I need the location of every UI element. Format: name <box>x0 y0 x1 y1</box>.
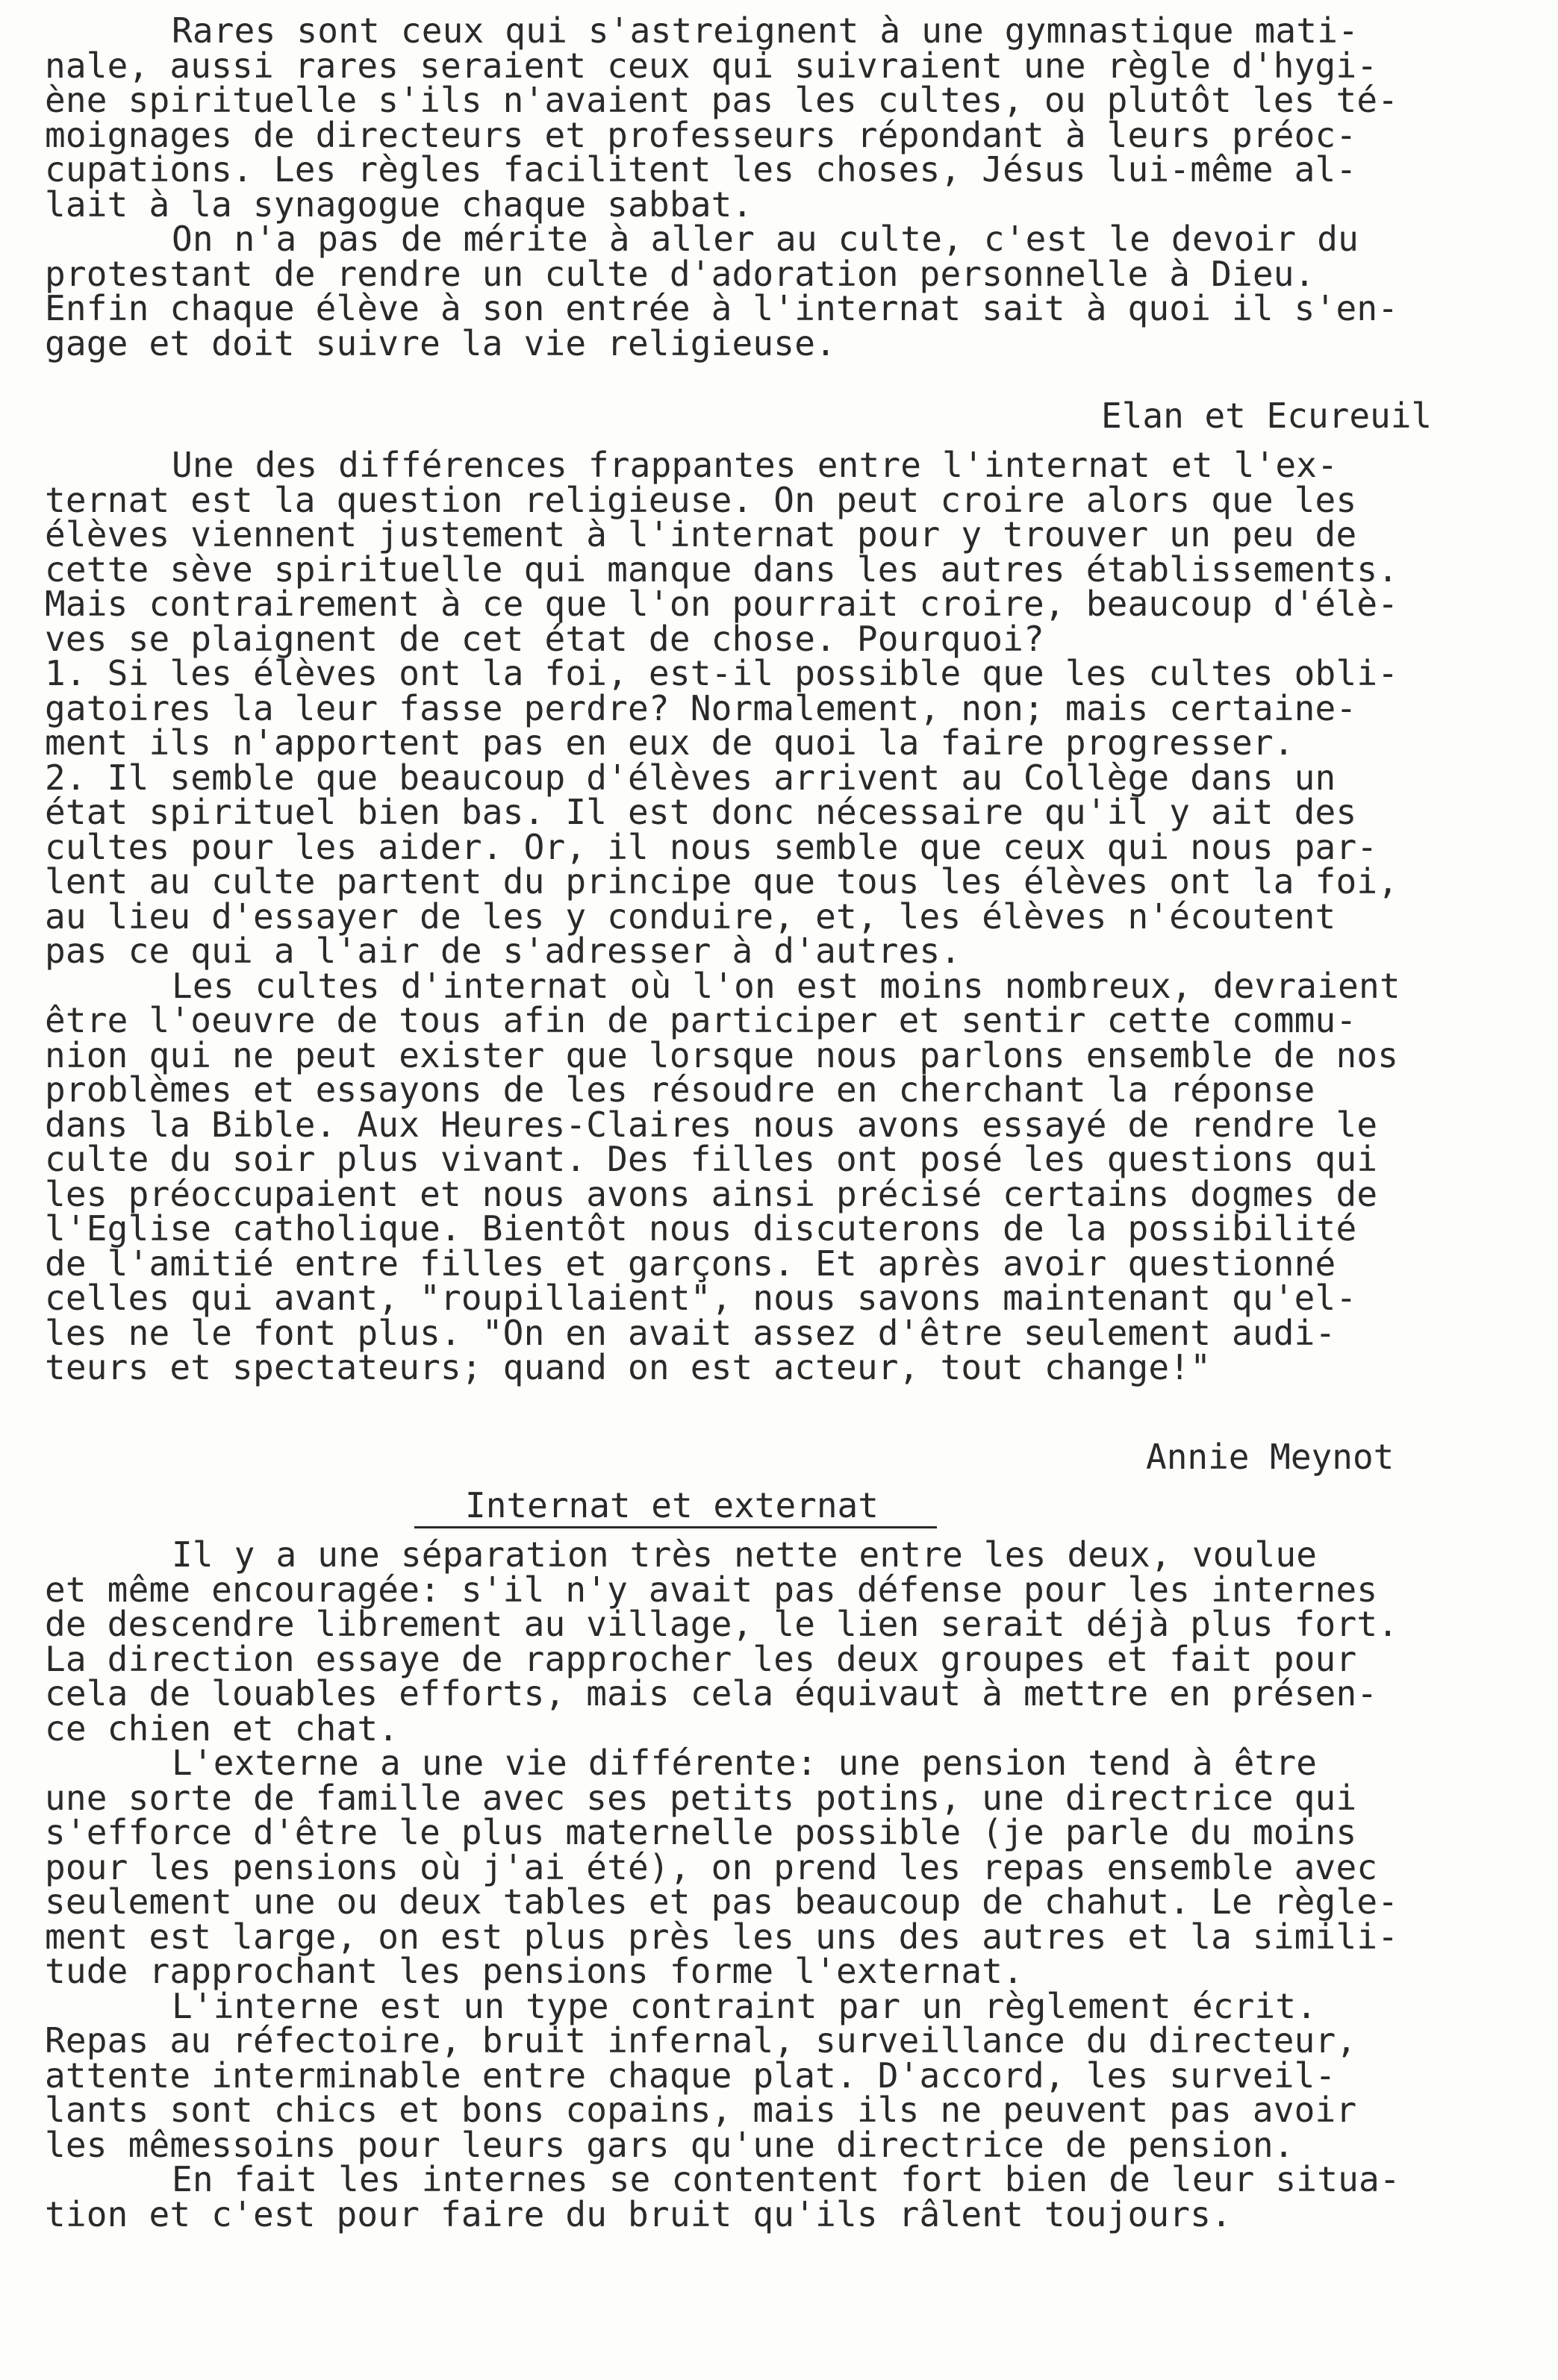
text-line: cultes pour les aider. Or, il nous semble que ceux qui nous par- <box>45 826 1378 867</box>
text-line: s'efforce d'être le plus maternelle possible (je parle du moins <box>45 1812 1357 1852</box>
text-line: état spirituel bien bas. Il est donc nécessaire qu'il y ait des <box>45 792 1357 832</box>
text-line: au lieu d'essayer de les y conduire, et, les élèves n'écoutent <box>45 896 1336 937</box>
text-line: les ne le font plus. "On en avait assez d'être seulement audi- <box>45 1312 1336 1353</box>
text-line: gage et doit suivre la vie religieuse. <box>45 322 836 363</box>
text-line: Il y a une séparation très nette entre les deux, voulue <box>172 1534 1318 1575</box>
signature: Elan et Ecureuil <box>1101 396 1433 436</box>
text-line: lent au culte partent du principe que tous les élèves ont la foi, <box>45 861 1399 902</box>
text-line: et même encouragée: s'il n'y avait pas défense pour les internes <box>45 1569 1378 1610</box>
text-line: Rares sont ceux qui s'astreignent à une gymnastique mati- <box>172 10 1359 51</box>
text-line: 1. Si les élèves ont la foi, est-il possible que les cultes obli- <box>45 653 1399 693</box>
text-line: ce chien et chat. <box>45 1708 399 1749</box>
text-line: cette sève spirituelle qui manque dans les autres établissements. <box>45 549 1399 590</box>
article-section-2 <box>45 445 1501 1387</box>
text-line: les mêmessoins pour leurs gars qu'une directrice de pension. <box>45 2124 1294 2165</box>
text-line: culte du soir plus vivant. Des filles ont posé les questions qui <box>45 1139 1378 1179</box>
text-line: tion et c'est pour faire du bruit qu'ils râlent toujours. <box>45 2193 1232 2234</box>
text-line: ment est large, on est plus près les uns des autres et la simili- <box>45 1916 1399 1957</box>
text-line: Une des différences frappantes entre l'internat et l'ex- <box>172 445 1339 485</box>
text-line: Mais contrairement à ce que l'on pourrait croire, beaucoup d'élè- <box>45 584 1399 624</box>
text-line: cupations. Les règles facilitent les choses, Jésus lui-même al- <box>45 149 1357 190</box>
text-line: moignages de directeurs et professeurs répondant à leurs préoc- <box>45 114 1357 155</box>
text-line: ment ils n'apportent pas en eux de quoi la faire progresser. <box>45 722 1294 763</box>
text-line: L'interne est un type contraint par un règlement écrit. <box>172 1985 1318 2026</box>
text-line: attente interminable entre chaque plat. D'accord, les surveil- <box>45 2055 1336 2096</box>
text-line: lait à la synagogue chaque sabbat. <box>45 184 753 225</box>
text-line: nion qui ne peut exister que lorsque nous parlons ensemble de nos <box>45 1034 1399 1075</box>
text-line: En fait les internes se contentent fort bien de leur situa- <box>172 2159 1400 2199</box>
text-line: une sorte de famille avec ses petits potins, une directrice qui <box>45 1777 1357 1818</box>
text-line: dans la Bible. Aux Heures-Claires nous avons essayé de rendre le <box>45 1104 1378 1145</box>
text-line: Enfin chaque élève à son entrée à l'internat sait à quoi il s'en- <box>45 288 1399 328</box>
text-line: gatoires la leur fasse perdre? Normalement, non; mais certaine- <box>45 687 1357 728</box>
text-line: Les cultes d'internat où l'on est moins nombreux, devraient <box>172 965 1400 1006</box>
text-line: ternat est la question religieuse. On peut croire alors que les <box>45 479 1357 520</box>
text-line: pour les pensions où j'ai été), on prend les repas ensemble avec <box>45 1846 1378 1887</box>
text-line: cela de louables efforts, mais cela équivaut à mettre en présen- <box>45 1673 1378 1714</box>
text-line: ène spirituelle s'ils n'avaient pas les cultes, ou plutôt les té- <box>45 80 1399 120</box>
text-line: seulement une ou deux tables et pas beaucoup de chahut. Le règle- <box>45 1881 1399 1922</box>
text-line: On n'a pas de mérite à aller au culte, c'est le devoir du <box>172 219 1359 259</box>
text-line: Repas au réfectoire, bruit infernal, surveillance du directeur, <box>45 2020 1357 2061</box>
text-line: l'Eglise catholique. Bientôt nous discuterons de la possibilité <box>45 1208 1357 1249</box>
text-line: tude rapprochant les pensions forme l'externat. <box>45 1951 1024 1991</box>
text-line: protestant de rendre un culte d'adoration personnelle à Dieu. <box>45 253 1315 294</box>
text-line: ves se plaignent de cet état de chose. Pourquoi? <box>45 618 1044 659</box>
text-line: teurs et spectateurs; quand on est acteur, tout change!" <box>45 1347 1212 1387</box>
text-line: nale, aussi rares seraient ceux qui suivraient une règle d'hygi- <box>45 45 1378 86</box>
text-line: problèmes et essayons de les résoudre en cherchant la réponse <box>45 1069 1315 1110</box>
text-line: lants sont chics et bons copains, mais ils ne peuvent pas avoir <box>45 2090 1357 2130</box>
text-line: pas ce qui a l'air de s'adresser à d'autres. <box>45 931 962 971</box>
article-section-3 <box>45 1534 1501 2234</box>
text-line: 2. Il semble que beaucoup d'élèves arrivent au Collège dans un <box>45 757 1336 798</box>
signature: Annie Meynot <box>1146 1437 1395 1477</box>
text-line: être l'oeuvre de tous afin de participer et sentir cette commu- <box>45 1000 1357 1040</box>
text-line: de l'amitié entre filles et garçons. Et après avoir questionné <box>45 1243 1336 1284</box>
text-line: celles qui avant, "roupillaient", nous savons maintenant qu'el- <box>45 1278 1357 1318</box>
text-line: La direction essaye de rapprocher les deux groupes et fait pour <box>45 1638 1357 1679</box>
text-line: élèves viennent justement à l'internat pour y trouver un peu de <box>45 514 1357 555</box>
text-line: les préoccupaient et nous avons ainsi précisé certains dogmes de <box>45 1173 1378 1214</box>
article-section-1 <box>45 10 1501 363</box>
section-heading: Internat et externat <box>465 1485 879 1525</box>
text-line: L'externe a une vie différente: une pension tend à être <box>172 1743 1318 1783</box>
text-line: de descendre librement au village, le lien serait déjà plus fort. <box>45 1604 1399 1644</box>
heading-underline <box>414 1526 937 1528</box>
